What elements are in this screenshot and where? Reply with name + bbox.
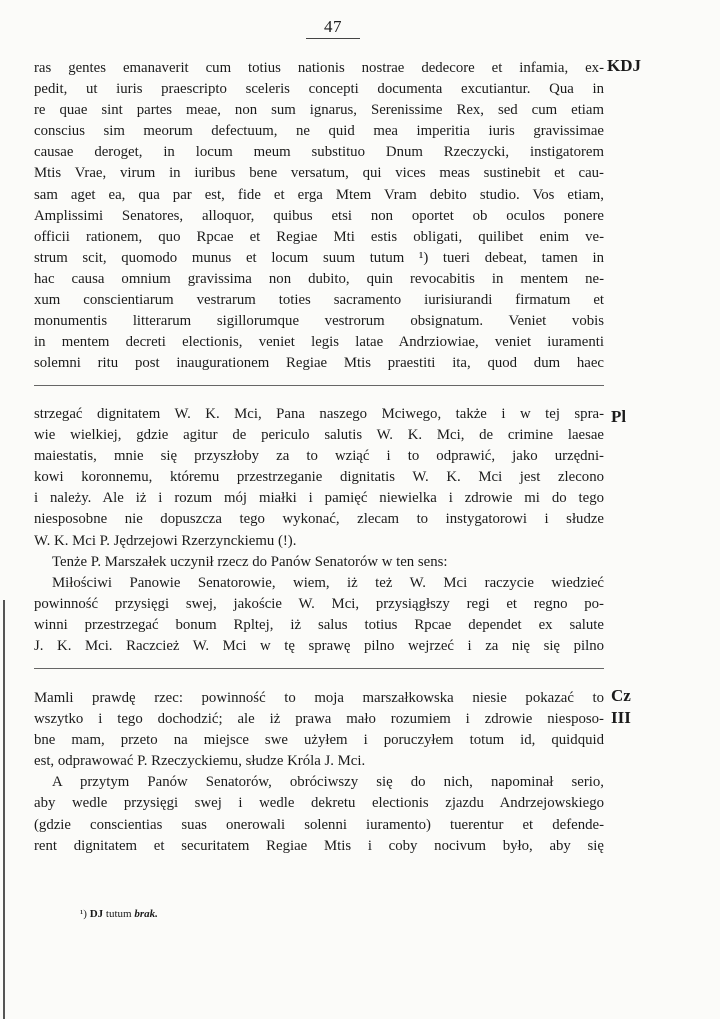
siglum-iii: III	[611, 708, 631, 727]
text-line: ras gentes emanaverit cum totius nationis nostrae dedecore et infamia, ex-	[34, 60, 604, 76]
section-divider	[34, 385, 604, 386]
text-line: wszytko i tego dochodzić; ale iż prawa mało rozumiem i zdrowie niesposo-	[34, 711, 604, 728]
text-line: bne mam, przeto na miejsce swe użyłem i poruczyłem totum id, quidquid	[34, 732, 604, 749]
text-line: strum scit, quomodo munus et locum suum tutum ¹) tueri debeat, tamen in	[34, 249, 604, 266]
pl-text-section	[34, 404, 604, 657]
footnote-siglum: DJ	[89, 908, 104, 920]
text-line: niesposobne nie dopuszcza tego wykonać, zlecam to instygatorowi i słudze	[34, 511, 604, 528]
text-line: Mamli prawdę rzec: powinność to moja marszałkowska niesie pokazać to	[34, 690, 604, 706]
text-line: wie wielkiej, gdzie agitur de periculo salutis W. K. Mci, de crimine laesae	[34, 427, 604, 444]
text-line: monumentis litterarum sigillorumque vestrorum obsignatum. Veniet vobis	[34, 313, 604, 330]
siglum-cz: Cz	[611, 686, 631, 705]
footnote-note: brak.	[134, 908, 158, 920]
text-line: powinność przysięgi swej, jakoście W. Mci, przysiągłszy regi et regno po-	[34, 595, 604, 612]
text-line: est, odprawować P. Rzeczyckiemu, słudze Króla J. Mci.	[34, 753, 366, 770]
text-line: Tenże P. Marszałek uczynił rzecz do Panów Senatorów w ten sens:	[52, 553, 448, 570]
text-line: xum conscientiarum vestrarum toties sacramento iurisiurandi firmatum et	[34, 292, 604, 309]
siglum-pl: Pl	[611, 407, 627, 426]
text-line: solemni ritu post inaugurationem Regiae Mtis praestiti ita, quod dum haec	[34, 355, 604, 372]
text-line: Mtis Vrae, virum in iuribus bene versatum, qui vices meas sustinebit et cau-	[34, 165, 604, 182]
page-edge-line	[3, 600, 5, 1019]
section-divider	[34, 668, 604, 669]
footnote-word: tutum	[105, 908, 132, 920]
text-line: officii rationem, quo Rpcae et Regiae Mti estis obligati, quilibet enim ve-	[34, 228, 604, 245]
text-line: strzegać dignitatem W. K. Mci, Pana naszego Mciwego, także i w tej spra-	[34, 406, 604, 422]
footnote-marker: ¹)	[80, 908, 87, 920]
footnote	[80, 908, 158, 920]
page-number: 47	[324, 17, 342, 36]
text-line: i należy. Ale iż i rozum mój miałki i pamięć niewielka i zdrowie mi do tego	[34, 490, 604, 507]
text-line: J. K. Mci. Raczcież W. Mci w tę sprawę pilno wejrzeć i za nię się pilno	[34, 638, 604, 655]
text-line: Miłościwi Panowie Senatorowie, wiem, iż też W. Mci raczycie wiedzieć	[52, 574, 604, 591]
text-line: causae deroget, in locum meum substituo Dnum Rzeczycki, instigatorem	[34, 144, 604, 161]
text-line: pedit, ut iuris praescripto sceleris concepti documenta excutiantur. Qua in	[34, 81, 604, 98]
siglum-kdj: KDJ	[607, 56, 641, 75]
text-line: winni przestrzegać bonum Rpltej, iż salus totius Rpcae dependet ex salute	[34, 616, 604, 633]
text-line: (gdzie conscientias suas onerowali solenni iuramento) tuerentur et defende-	[34, 816, 604, 833]
text-line: aby wedle przysięgi swej i wedle dekretu electionis zjazdu Andrzejowskiego	[34, 795, 604, 812]
text-line: kowi koronnemu, któremu przestrzeganie dignitatis W. K. Mci jest zlecono	[34, 469, 604, 486]
latin-text-section	[34, 58, 604, 374]
page-number-rule	[306, 38, 360, 39]
text-line: Amplissimi Senatores, alloquor, quibus etsi non oportet ob oculos ponere	[34, 207, 604, 224]
text-line: maiestatis, mnie się przyszłoby za to wziąć i to odprawić, jako urzędni-	[34, 448, 604, 465]
text-line: A przytym Panów Senatorów, obróciwszy się do nich, napominał serio,	[52, 774, 604, 791]
text-line: sam aget ea, qua par est, fide et erga Mtem Vram debito studio. Vos etiam,	[34, 186, 604, 203]
text-line: re quae sint partes meae, non sum ignarus, Serenissime Rex, sed cum etiam	[34, 102, 604, 119]
cz-text-section	[34, 688, 604, 857]
text-line: hac causa omnium gravissima non dubito, quin revocabitis in mentem ne-	[34, 270, 604, 287]
text-line: rent dignitatem et securitatem Regiae Mtis i coby nocivum było, aby się	[34, 837, 604, 854]
text-line: W. K. Mci P. Jędrzejowi Rzerzynckiemu (!).	[34, 532, 297, 549]
text-line: in mentem decreti electionis, veniet legis latae Andrziowiae, veniet iuramenti	[34, 334, 604, 351]
text-line: conscius sim meorum defectuum, ne quid mea imperitia iuris gravissimae	[34, 123, 604, 140]
